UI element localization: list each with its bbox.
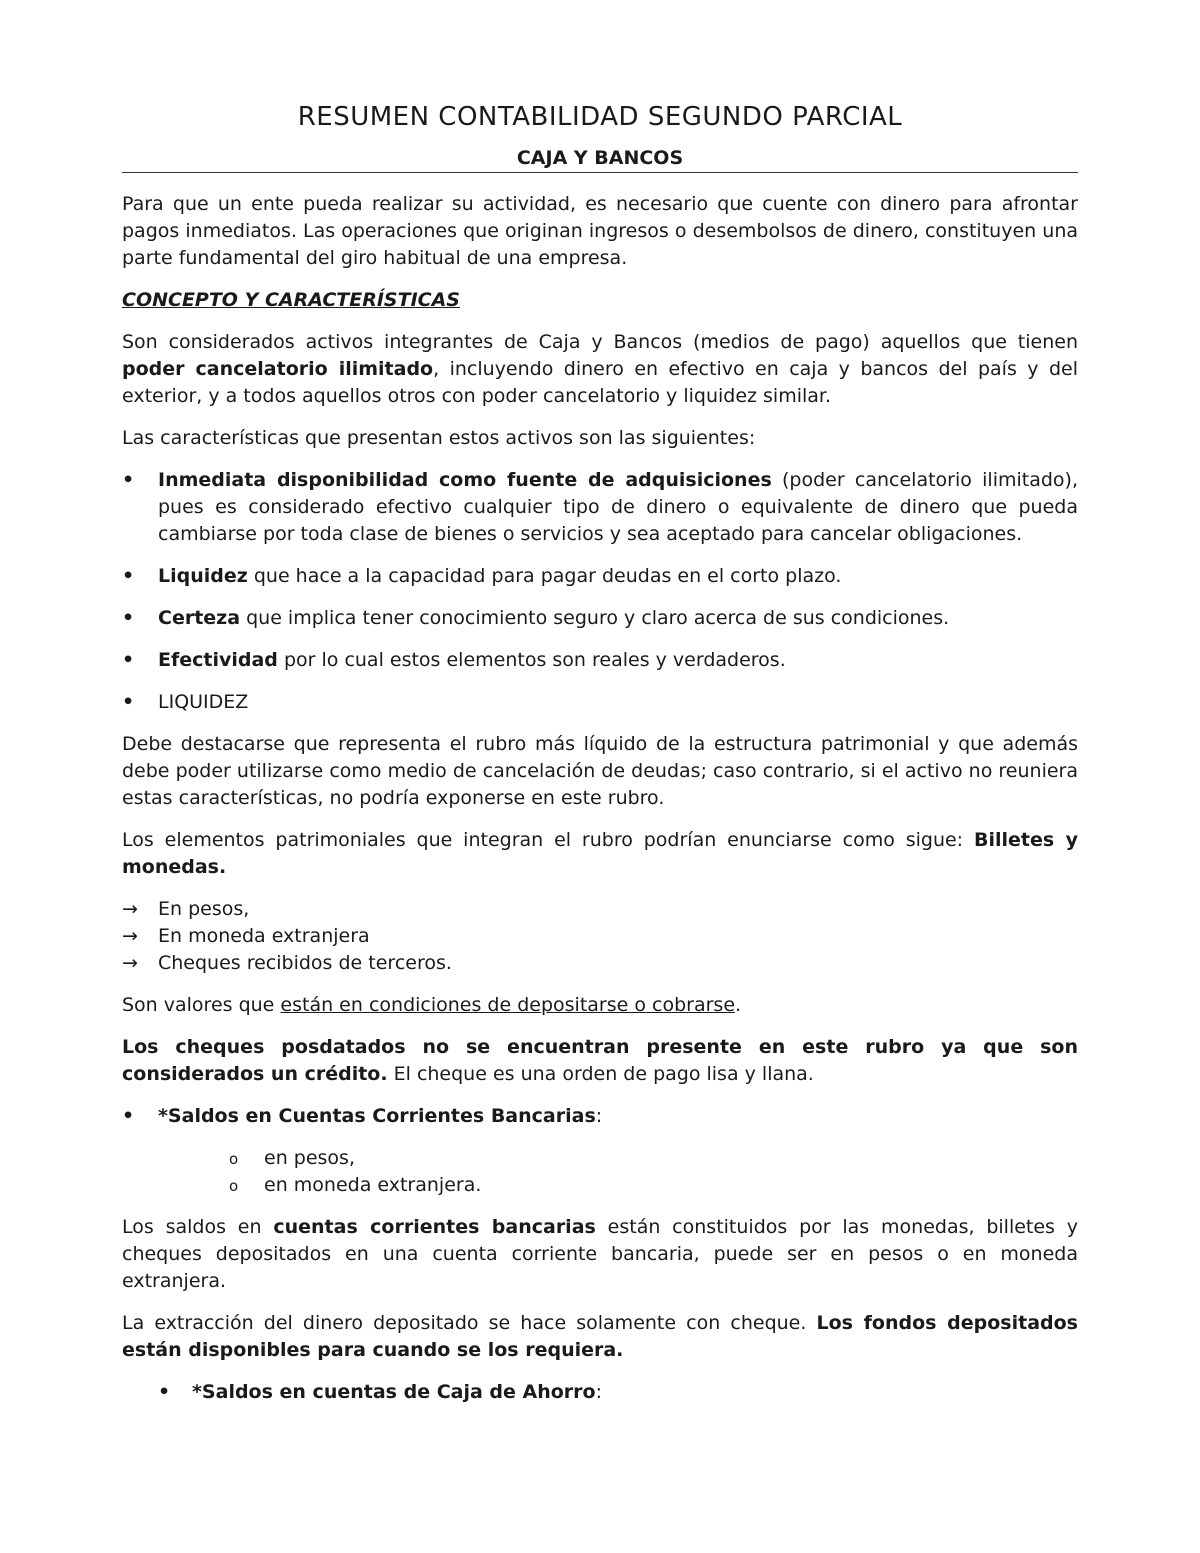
bullet-icon: • bbox=[122, 649, 135, 671]
arrow-right-icon: → bbox=[122, 925, 138, 947]
list-item: → En pesos, bbox=[122, 896, 1078, 923]
intro-paragraph: Para que un ente pueda realizar su actividad, es necesario que cuente con dinero para afrontar pagos inmediatos. Las operaciones que originan ingresos o desembolsos de dinero, constituyen una parte fundamental del giro habitual de una empresa. bbox=[122, 193, 1078, 269]
paragraph-cheques: Los cheques posdatados no se encuentran presente en este rubro ya que son considerados un crédito. El cheque es una orden de pago lisa y llana. bbox=[122, 1036, 1078, 1085]
paragraph-withdrawal: La extracción del dinero depositado se hace solamente con cheque. Los fondos depositados están disponibles para cuando se los requiera. bbox=[122, 1312, 1078, 1361]
paragraph-concept: Son considerados activos integrantes de Caja y Bancos (medios de pago) aquellos que tienen poder cancelatorio ilimitado, incluyendo dinero en efectivo en caja y bancos del país y del exterior, y a todos aquellos otros con poder cancelatorio y liquidez similar. bbox=[122, 331, 1078, 407]
characteristics-list bbox=[122, 467, 1078, 716]
list-item: • LIQUIDEZ bbox=[122, 689, 1078, 716]
section-heading: CONCEPTO Y CARACTERÍSTICAS bbox=[122, 289, 460, 311]
sub-list bbox=[122, 1145, 1078, 1199]
list-item: o en moneda extranjera. bbox=[122, 1172, 1078, 1199]
document-body bbox=[122, 100, 1078, 1421]
circle-bullet-icon: o bbox=[229, 1177, 239, 1195]
list-item: • Inmediata disponibilidad como fuente de adquisiciones (poder cancelatorio ilimitado), pues es considerado efectivo cualquier tipo de dinero o equivalente de dinero que pueda cambiarse por toda clase de bienes o servicios y sea aceptado para cancelar obligaciones. bbox=[122, 469, 1078, 545]
arrow-right-icon: → bbox=[122, 898, 138, 920]
list-item: • Efectividad por lo cual estos elementos son reales y verdaderos. bbox=[122, 647, 1078, 674]
currency-list bbox=[122, 896, 1078, 977]
bullet-icon: • bbox=[122, 691, 135, 713]
bullet-icon: • bbox=[122, 1105, 135, 1127]
list-item: • Certeza que implica tener conocimiento seguro y claro acerca de sus condiciones. bbox=[122, 605, 1078, 632]
document-title: RESUMEN CONTABILIDAD SEGUNDO PARCIAL bbox=[297, 102, 903, 132]
paragraph-characteristics-intro: Las características que presentan estos activos son las siguientes: bbox=[122, 427, 756, 449]
bullet-icon: • bbox=[122, 469, 135, 491]
paragraph-balances: Los saldos en cuentas corrientes bancarias están constituidos por las monedas, billetes y cheques depositados en una cuenta corriente bancaria, puede ser en pesos o en moneda extranjera. bbox=[122, 1216, 1079, 1292]
checking-accounts-list bbox=[122, 1103, 1078, 1130]
arrow-right-icon: → bbox=[122, 952, 138, 974]
list-item: • Liquidez que hace a la capacidad para pagar deudas en el corto plazo. bbox=[122, 563, 1078, 590]
paragraph-values: Son valores que están en condiciones de depositarse o cobrarse. bbox=[122, 994, 742, 1016]
bullet-icon: • bbox=[158, 1381, 171, 1403]
bullet-icon: • bbox=[122, 565, 135, 587]
section-title: CAJA Y BANCOS bbox=[122, 146, 1078, 173]
paragraph-liquidity: Debe destacarse que representa el rubro más líquido de la estructura patrimonial y que además debe poder utilizarse como medio de cancelación de deudas; caso contrario, si el activo no reuniera estas características, no podría exponerse en este rubro. bbox=[122, 733, 1078, 809]
savings-list bbox=[122, 1379, 1078, 1406]
list-item: → Cheques recibidos de terceros. bbox=[122, 950, 1078, 977]
bullet-icon: • bbox=[122, 607, 135, 629]
paragraph-elements: Los elementos patrimoniales que integran el rubro podrían enunciarse como sigue: Billetes y monedas. bbox=[122, 829, 1078, 878]
circle-bullet-icon: o bbox=[229, 1150, 239, 1168]
list-item: o en pesos, bbox=[122, 1145, 1078, 1172]
list-item: → En moneda extranjera bbox=[122, 923, 1078, 950]
list-item: • *Saldos en Cuentas Corrientes Bancarias: bbox=[122, 1103, 1078, 1130]
list-item: • *Saldos en cuentas de Caja de Ahorro: bbox=[122, 1379, 1078, 1406]
